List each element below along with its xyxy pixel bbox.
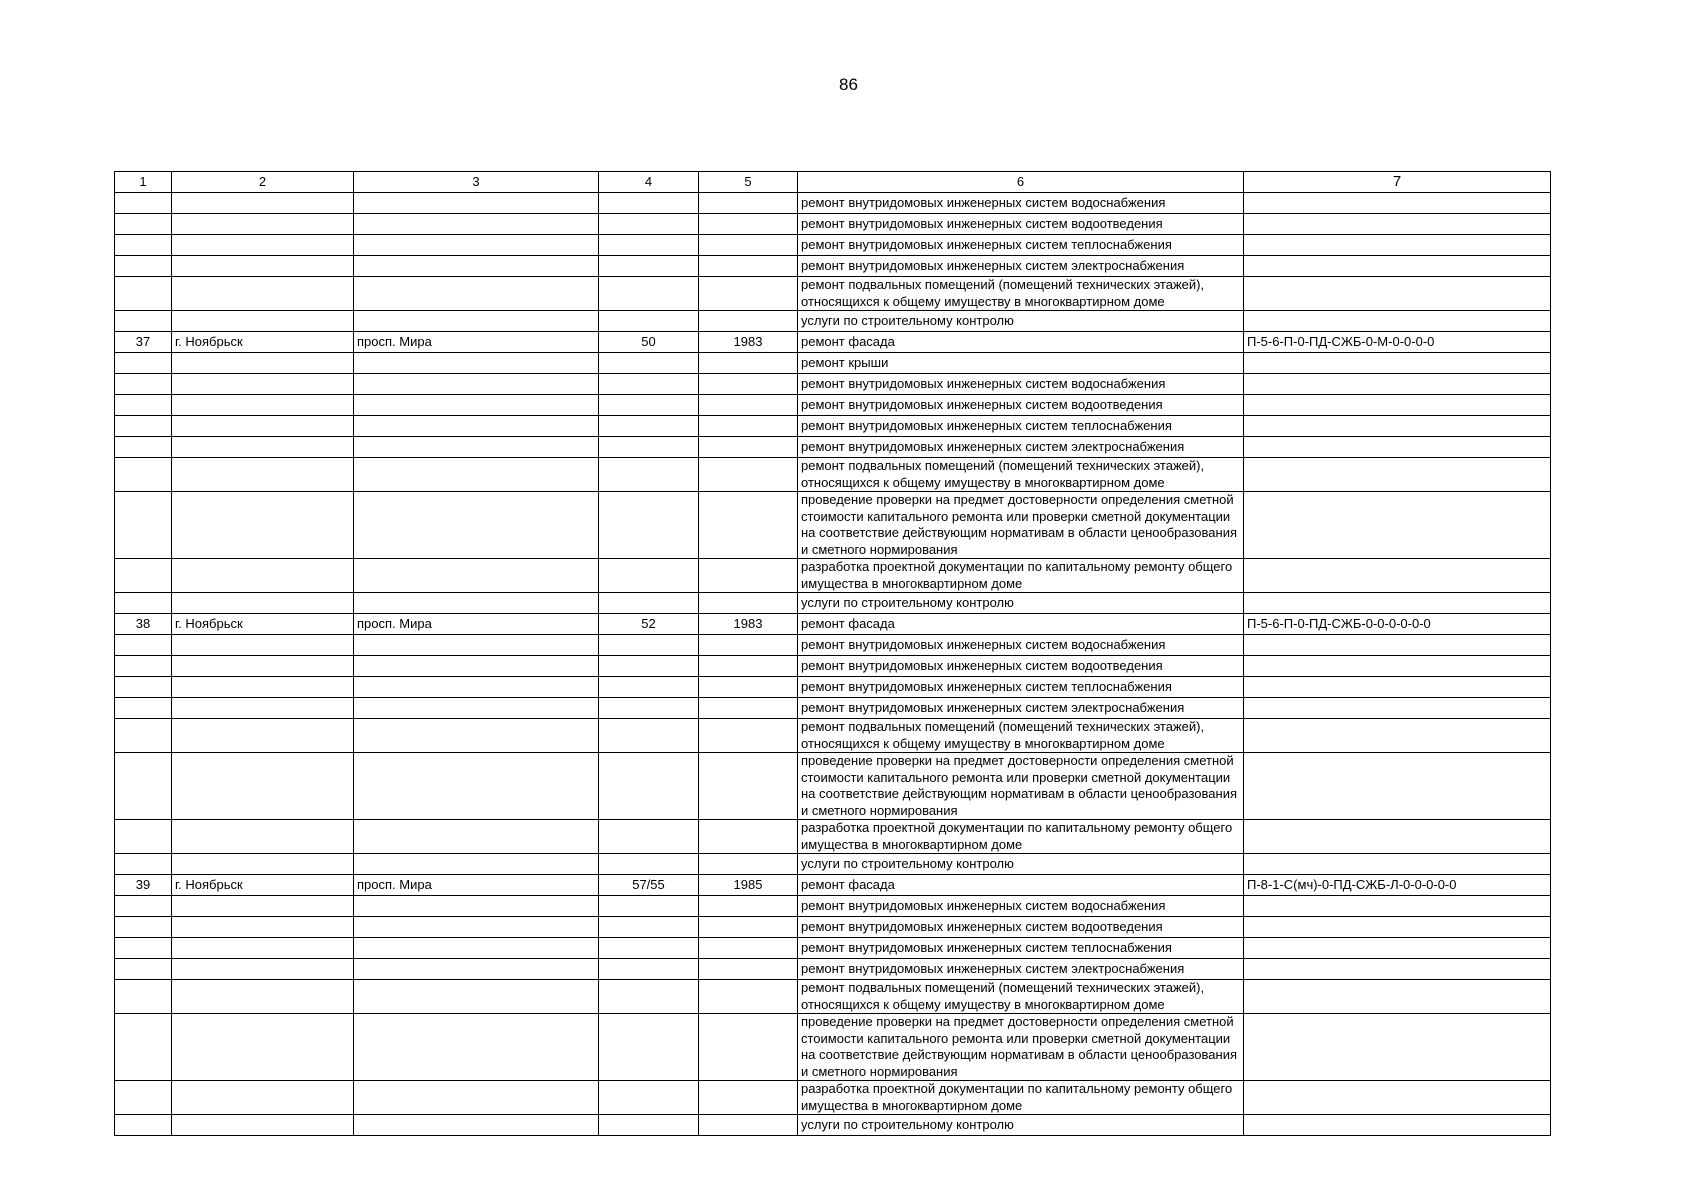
cell-row-number	[115, 277, 172, 311]
cell-street	[354, 395, 599, 416]
cell-row-number	[115, 374, 172, 395]
cell-house-number	[599, 256, 699, 277]
cell-year-built	[699, 437, 798, 458]
cell-work-type: разработка проектной документации по капитальному ремонту общего имущества в многоквартирном доме	[798, 820, 1244, 854]
cell-year-built	[699, 980, 798, 1014]
cell-row-number	[115, 395, 172, 416]
cell-row-number	[115, 854, 172, 875]
table-row	[115, 635, 1551, 656]
cell-year-built	[699, 820, 798, 854]
cell-year-built	[699, 353, 798, 374]
cell-row-number	[115, 656, 172, 677]
cell-city	[172, 353, 354, 374]
cell-house-type-code	[1244, 353, 1551, 374]
cell-work-type: ремонт подвальных помещений (помещений технических этажей), относящихся к общему имуществу в многоквартирном доме	[798, 980, 1244, 1014]
cell-work-type: услуги по строительному контролю	[798, 1115, 1244, 1136]
cell-year-built	[699, 277, 798, 311]
cell-city	[172, 256, 354, 277]
table-body	[115, 193, 1551, 1136]
cell-work-type: проведение проверки на предмет достоверности определения сметной стоимости капитального ремонта или проверки сметной документации на соответствие действующим нормативам в области ценообразования и сметного нормирования	[798, 492, 1244, 559]
cell-street	[354, 656, 599, 677]
cell-street	[354, 311, 599, 332]
cell-house-number: 50	[599, 332, 699, 353]
cell-street	[354, 214, 599, 235]
cell-year-built	[699, 193, 798, 214]
cell-street: просп. Мира	[354, 614, 599, 635]
cell-house-number	[599, 854, 699, 875]
cell-house-number	[599, 820, 699, 854]
cell-house-type-code	[1244, 593, 1551, 614]
table-row	[115, 437, 1551, 458]
cell-row-number	[115, 214, 172, 235]
cell-city	[172, 1014, 354, 1081]
cell-year-built	[699, 656, 798, 677]
cell-year-built	[699, 1081, 798, 1115]
cell-house-type-code	[1244, 395, 1551, 416]
cell-house-type-code	[1244, 854, 1551, 875]
cell-city	[172, 677, 354, 698]
cell-street	[354, 698, 599, 719]
table-row	[115, 820, 1551, 854]
table-row	[115, 614, 1551, 635]
cell-city	[172, 753, 354, 820]
cell-city	[172, 698, 354, 719]
cell-work-type: ремонт внутридомовых инженерных систем электроснабжения	[798, 959, 1244, 980]
cell-street	[354, 938, 599, 959]
cell-year-built: 1983	[699, 332, 798, 353]
cell-work-type: ремонт крыши	[798, 353, 1244, 374]
cell-house-number	[599, 938, 699, 959]
cell-house-number	[599, 656, 699, 677]
cell-city	[172, 820, 354, 854]
cell-work-type: ремонт подвальных помещений (помещений технических этажей), относящихся к общему имуществу в многоквартирном доме	[798, 458, 1244, 492]
cell-work-type: ремонт внутридомовых инженерных систем водоснабжения	[798, 896, 1244, 917]
cell-city	[172, 980, 354, 1014]
cell-year-built	[699, 677, 798, 698]
cell-house-number	[599, 959, 699, 980]
cell-street	[354, 896, 599, 917]
cell-year-built	[699, 492, 798, 559]
cell-row-number: 37	[115, 332, 172, 353]
cell-house-number	[599, 437, 699, 458]
cell-work-type: ремонт подвальных помещений (помещений технических этажей), относящихся к общему имуществу в многоквартирном доме	[798, 719, 1244, 753]
cell-house-type-code	[1244, 1115, 1551, 1136]
table-row	[115, 277, 1551, 311]
cell-work-type: ремонт внутридомовых инженерных систем водоотведения	[798, 214, 1244, 235]
cell-house-number	[599, 635, 699, 656]
table-row	[115, 959, 1551, 980]
cell-row-number	[115, 416, 172, 437]
cell-work-type: ремонт внутридомовых инженерных систем теплоснабжения	[798, 938, 1244, 959]
cell-house-number: 57/55	[599, 875, 699, 896]
cell-year-built	[699, 896, 798, 917]
cell-year-built	[699, 854, 798, 875]
cell-house-number	[599, 214, 699, 235]
cell-street	[354, 559, 599, 593]
cell-house-type-code	[1244, 559, 1551, 593]
cell-work-type: проведение проверки на предмет достоверности определения сметной стоимости капитального ремонта или проверки сметной документации на соответствие действующим нормативам в области ценообразования и сметного нормирования	[798, 753, 1244, 820]
header-row	[115, 172, 1551, 193]
cell-house-type-code	[1244, 374, 1551, 395]
table-row	[115, 1115, 1551, 1136]
cell-house-number	[599, 1115, 699, 1136]
cell-city	[172, 917, 354, 938]
cell-row-number	[115, 1014, 172, 1081]
cell-street	[354, 820, 599, 854]
cell-city	[172, 635, 354, 656]
cell-house-type-code: П-5-6-П-0-ПД-СЖБ-0-М-0-0-0-0	[1244, 332, 1551, 353]
cell-city	[172, 959, 354, 980]
table-row	[115, 353, 1551, 374]
cell-city: г. Ноябрьск	[172, 332, 354, 353]
cell-year-built	[699, 458, 798, 492]
cell-row-number	[115, 353, 172, 374]
cell-city	[172, 1115, 354, 1136]
table-row	[115, 416, 1551, 437]
cell-house-number	[599, 395, 699, 416]
cell-year-built	[699, 1014, 798, 1081]
cell-street	[354, 980, 599, 1014]
cell-street	[354, 353, 599, 374]
cell-street	[354, 917, 599, 938]
cell-house-number	[599, 416, 699, 437]
cell-house-type-code	[1244, 1014, 1551, 1081]
cell-house-number	[599, 917, 699, 938]
cell-house-type-code	[1244, 656, 1551, 677]
table-row	[115, 698, 1551, 719]
cell-city	[172, 374, 354, 395]
cell-street	[354, 458, 599, 492]
cell-year-built	[699, 753, 798, 820]
cell-street	[354, 854, 599, 875]
cell-work-type: ремонт внутридомовых инженерных систем водоотведения	[798, 656, 1244, 677]
cell-work-type: ремонт внутридомовых инженерных систем электроснабжения	[798, 256, 1244, 277]
cell-work-type: ремонт внутридомовых инженерных систем электроснабжения	[798, 698, 1244, 719]
header-cell-6: 6	[798, 172, 1244, 193]
cell-work-type: ремонт фасада	[798, 332, 1244, 353]
cell-row-number	[115, 256, 172, 277]
cell-city	[172, 235, 354, 256]
header-cell-2: 2	[172, 172, 354, 193]
table-row	[115, 980, 1551, 1014]
cell-house-type-code: П-8-1-С(мч)-0-ПД-СЖБ-Л-0-0-0-0-0	[1244, 875, 1551, 896]
cell-house-number	[599, 353, 699, 374]
cell-work-type: ремонт внутридомовых инженерных систем водоснабжения	[798, 193, 1244, 214]
cell-work-type: ремонт внутридомовых инженерных систем теплоснабжения	[798, 235, 1244, 256]
cell-work-type: ремонт фасада	[798, 875, 1244, 896]
cell-year-built	[699, 311, 798, 332]
cell-year-built	[699, 559, 798, 593]
table-row	[115, 593, 1551, 614]
cell-house-number	[599, 719, 699, 753]
table-row	[115, 1081, 1551, 1115]
cell-year-built	[699, 698, 798, 719]
cell-street	[354, 959, 599, 980]
cell-street: просп. Мира	[354, 332, 599, 353]
cell-street	[354, 719, 599, 753]
cell-work-type: ремонт внутридомовых инженерных систем водоотведения	[798, 395, 1244, 416]
cell-house-type-code: П-5-6-П-0-ПД-СЖБ-0-0-0-0-0-0	[1244, 614, 1551, 635]
cell-house-type-code	[1244, 256, 1551, 277]
table-row	[115, 677, 1551, 698]
cell-city	[172, 437, 354, 458]
cell-row-number	[115, 959, 172, 980]
cell-city	[172, 416, 354, 437]
table-row	[115, 656, 1551, 677]
table-row	[115, 753, 1551, 820]
cell-work-type: ремонт внутридомовых инженерных систем водоснабжения	[798, 635, 1244, 656]
table-row	[115, 458, 1551, 492]
cell-house-number	[599, 492, 699, 559]
cell-year-built	[699, 256, 798, 277]
cell-row-number	[115, 980, 172, 1014]
cell-house-type-code	[1244, 917, 1551, 938]
table-row	[115, 193, 1551, 214]
cell-house-type-code	[1244, 959, 1551, 980]
cell-house-number	[599, 559, 699, 593]
cell-house-type-code	[1244, 492, 1551, 559]
table-row	[115, 896, 1551, 917]
table-row	[115, 1014, 1551, 1081]
cell-year-built	[699, 1115, 798, 1136]
cell-work-type: ремонт внутридомовых инженерных систем электроснабжения	[798, 437, 1244, 458]
cell-row-number	[115, 677, 172, 698]
cell-house-number	[599, 374, 699, 395]
cell-work-type: ремонт фасада	[798, 614, 1244, 635]
cell-year-built	[699, 917, 798, 938]
cell-house-number	[599, 698, 699, 719]
table-row	[115, 214, 1551, 235]
header-cell-3: 3	[354, 172, 599, 193]
cell-street	[354, 437, 599, 458]
cell-year-built	[699, 416, 798, 437]
cell-house-type-code	[1244, 635, 1551, 656]
table-row	[115, 938, 1551, 959]
cell-row-number	[115, 820, 172, 854]
cell-year-built	[699, 374, 798, 395]
cell-house-type-code	[1244, 235, 1551, 256]
cell-city	[172, 559, 354, 593]
cell-city	[172, 593, 354, 614]
cell-house-type-code	[1244, 719, 1551, 753]
cell-house-type-code	[1244, 214, 1551, 235]
cell-row-number	[115, 1115, 172, 1136]
cell-house-type-code	[1244, 193, 1551, 214]
cell-work-type: ремонт внутридомовых инженерных систем водоснабжения	[798, 374, 1244, 395]
cell-city	[172, 311, 354, 332]
table-row	[115, 332, 1551, 353]
cell-house-type-code	[1244, 980, 1551, 1014]
cell-year-built: 1983	[699, 614, 798, 635]
cell-house-number	[599, 677, 699, 698]
cell-row-number	[115, 437, 172, 458]
cell-row-number	[115, 311, 172, 332]
cell-city: г. Ноябрьск	[172, 875, 354, 896]
cell-city	[172, 277, 354, 311]
cell-house-number	[599, 311, 699, 332]
cell-street	[354, 374, 599, 395]
cell-year-built	[699, 938, 798, 959]
cell-work-type: ремонт подвальных помещений (помещений технических этажей), относящихся к общему имуществу в многоквартирном доме	[798, 277, 1244, 311]
table-row	[115, 311, 1551, 332]
cell-street	[354, 492, 599, 559]
table-row	[115, 395, 1551, 416]
cell-row-number: 39	[115, 875, 172, 896]
cell-house-number	[599, 1081, 699, 1115]
cell-row-number	[115, 1081, 172, 1115]
cell-row-number	[115, 719, 172, 753]
table-row	[115, 875, 1551, 896]
cell-work-type: ремонт внутридомовых инженерных систем теплоснабжения	[798, 416, 1244, 437]
cell-house-type-code	[1244, 437, 1551, 458]
cell-year-built: 1985	[699, 875, 798, 896]
cell-city	[172, 938, 354, 959]
cell-house-type-code	[1244, 277, 1551, 311]
table-row	[115, 917, 1551, 938]
cell-street: просп. Мира	[354, 875, 599, 896]
cell-row-number	[115, 193, 172, 214]
cell-street	[354, 1014, 599, 1081]
cell-street	[354, 1115, 599, 1136]
cell-row-number	[115, 492, 172, 559]
cell-house-number	[599, 593, 699, 614]
cell-year-built	[699, 593, 798, 614]
cell-house-number	[599, 193, 699, 214]
cell-year-built	[699, 719, 798, 753]
cell-house-type-code	[1244, 698, 1551, 719]
cell-row-number	[115, 896, 172, 917]
cell-city: г. Ноябрьск	[172, 614, 354, 635]
cell-year-built	[699, 235, 798, 256]
table-row	[115, 256, 1551, 277]
cell-house-type-code	[1244, 753, 1551, 820]
cell-street	[354, 1081, 599, 1115]
cell-row-number: 38	[115, 614, 172, 635]
cell-work-type: услуги по строительному контролю	[798, 854, 1244, 875]
cell-work-type: ремонт внутридомовых инженерных систем теплоснабжения	[798, 677, 1244, 698]
cell-city	[172, 896, 354, 917]
cell-street	[354, 677, 599, 698]
cell-house-type-code	[1244, 1081, 1551, 1115]
header-cell-7: 7	[1244, 172, 1551, 193]
cell-house-type-code	[1244, 458, 1551, 492]
cell-row-number	[115, 235, 172, 256]
cell-house-number	[599, 896, 699, 917]
cell-city	[172, 1081, 354, 1115]
cell-city	[172, 193, 354, 214]
cell-house-type-code	[1244, 416, 1551, 437]
cell-house-number: 52	[599, 614, 699, 635]
cell-year-built	[699, 395, 798, 416]
cell-street	[354, 256, 599, 277]
cell-street	[354, 593, 599, 614]
cell-row-number	[115, 593, 172, 614]
cell-row-number	[115, 559, 172, 593]
cell-street	[354, 416, 599, 437]
cell-row-number	[115, 917, 172, 938]
cell-work-type: услуги по строительному контролю	[798, 593, 1244, 614]
cell-house-type-code	[1244, 896, 1551, 917]
cell-house-type-code	[1244, 938, 1551, 959]
cell-house-type-code	[1244, 311, 1551, 332]
table-row	[115, 374, 1551, 395]
cell-house-number	[599, 980, 699, 1014]
cell-street	[354, 193, 599, 214]
header-cell-1: 1	[115, 172, 172, 193]
cell-row-number	[115, 753, 172, 820]
cell-street	[354, 235, 599, 256]
cell-row-number	[115, 938, 172, 959]
cell-year-built	[699, 635, 798, 656]
header-cell-5: 5	[699, 172, 798, 193]
table-row	[115, 559, 1551, 593]
cell-year-built	[699, 214, 798, 235]
cell-street	[354, 277, 599, 311]
cell-row-number	[115, 698, 172, 719]
cell-house-type-code	[1244, 677, 1551, 698]
cell-street	[354, 753, 599, 820]
cell-house-number	[599, 1014, 699, 1081]
cell-city	[172, 458, 354, 492]
cell-work-type: ремонт внутридомовых инженерных систем водоотведения	[798, 917, 1244, 938]
cell-city	[172, 214, 354, 235]
cell-house-type-code	[1244, 820, 1551, 854]
cell-work-type: разработка проектной документации по капитальному ремонту общего имущества в многоквартирном доме	[798, 1081, 1244, 1115]
header-cell-4: 4	[599, 172, 699, 193]
cell-row-number	[115, 635, 172, 656]
cell-work-type: разработка проектной документации по капитальному ремонту общего имущества в многоквартирном доме	[798, 559, 1244, 593]
cell-house-number	[599, 235, 699, 256]
page-number: 86	[839, 75, 858, 94]
cell-city	[172, 492, 354, 559]
cell-house-number	[599, 458, 699, 492]
table-row	[115, 719, 1551, 753]
cell-house-number	[599, 277, 699, 311]
cell-street	[354, 635, 599, 656]
table-row	[115, 492, 1551, 559]
table-row	[115, 235, 1551, 256]
cell-year-built	[699, 959, 798, 980]
cell-city	[172, 395, 354, 416]
works-table	[114, 171, 1551, 1136]
cell-city	[172, 656, 354, 677]
cell-work-type: проведение проверки на предмет достоверности определения сметной стоимости капитального ремонта или проверки сметной документации на соответствие действующим нормативам в области ценообразования и сметного нормирования	[798, 1014, 1244, 1081]
table-row	[115, 854, 1551, 875]
cell-city	[172, 719, 354, 753]
cell-city	[172, 854, 354, 875]
cell-house-number	[599, 753, 699, 820]
cell-work-type: услуги по строительному контролю	[798, 311, 1244, 332]
cell-row-number	[115, 458, 172, 492]
